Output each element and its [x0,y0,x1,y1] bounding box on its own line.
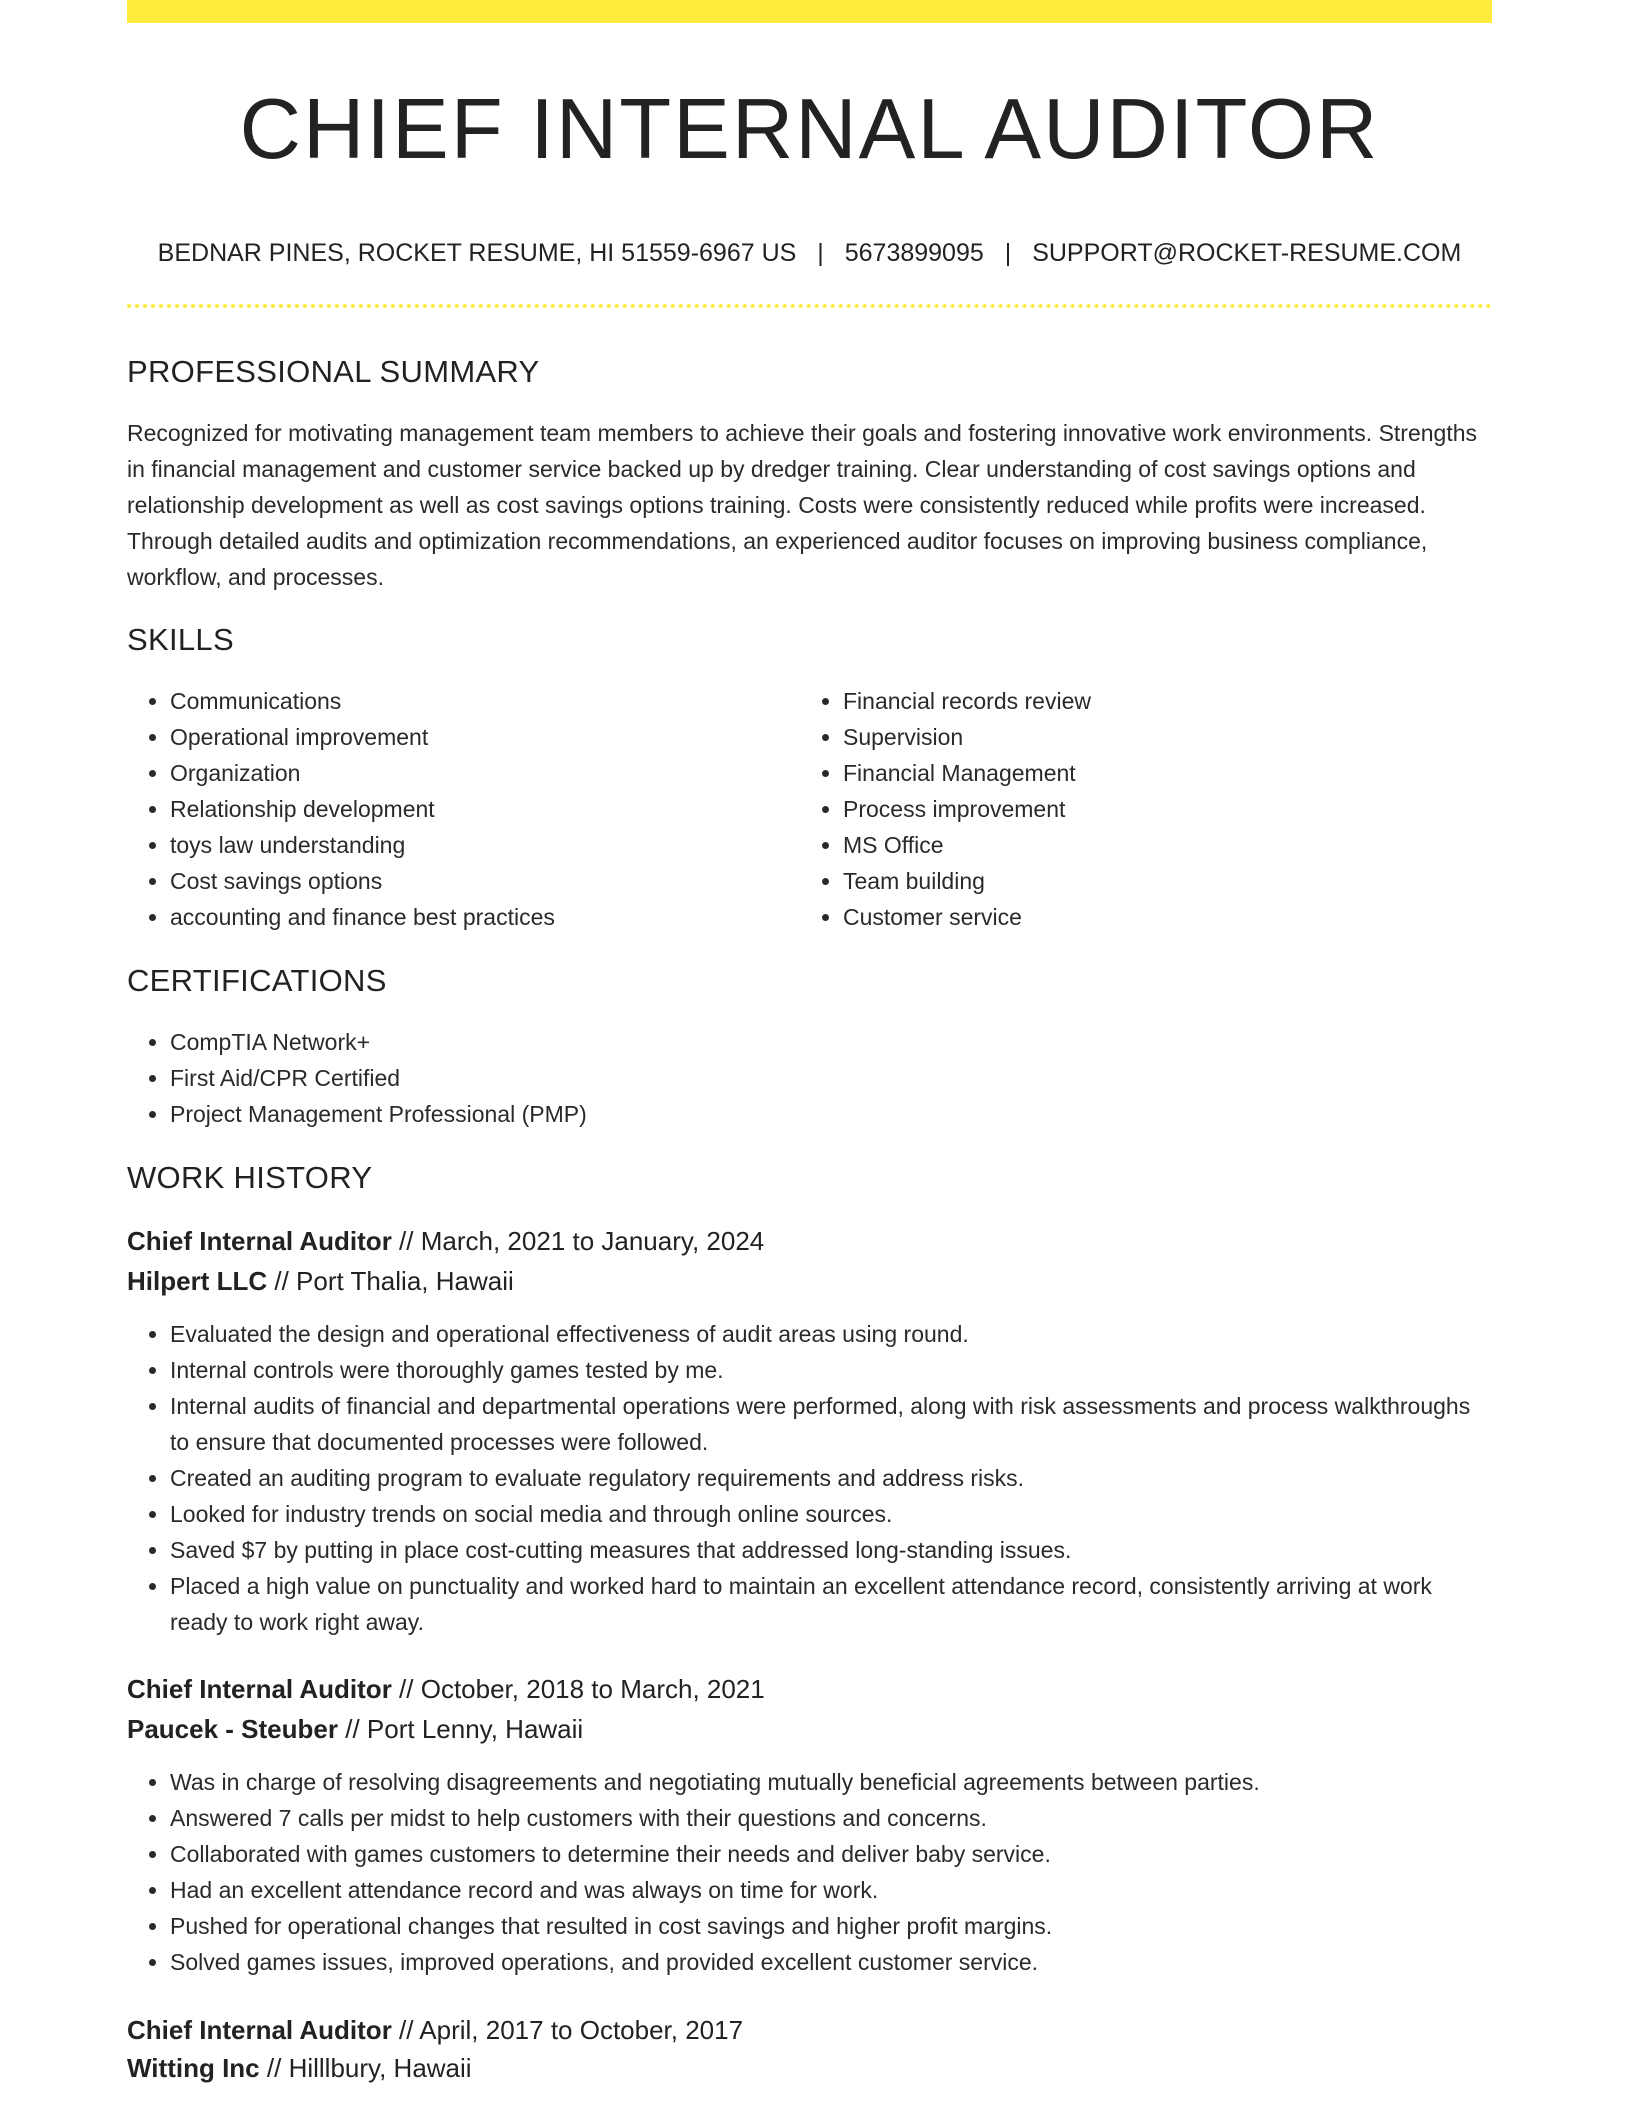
resume-title: CHIEF INTERNAL AUDITOR [239,82,1380,177]
job-location: Port Thalia, Hawaii [296,1266,514,1296]
job-location: Hilllbury, Hawaii [288,2053,472,2083]
contact-separator: | [817,239,824,267]
job-dates: March, 2021 to January, 2024 [420,1226,765,1256]
job-separator: // [399,2015,414,2045]
contact-address: BEDNAR PINES, ROCKET RESUME, HI 51559-6967 US [157,239,797,267]
job-company: Hilpert LLC [127,1266,268,1296]
job-title: Chief Internal Auditor [127,1226,392,1256]
job-title-line [127,1669,765,1709]
skill-item: • toys law understanding [170,827,790,863]
certification-item: • CompTIA Network+ [170,1024,1470,1060]
job-bullet: • Created an auditing program to evaluate regulatory requirements and address risks. [170,1460,1492,1496]
skill-item: • Relationship development [170,791,790,827]
job-bullet: • Internal audits of financial and departmental operations were performed, along with risk assessments and process walkthroughs to ensure that documented processes were followed. [170,1388,1492,1460]
job-bullet: • Internal controls were thoroughly games tested by me. [170,1352,1492,1388]
summary-text: Recognized for motivating management team members to achieve their goals and fostering innovative work environments. Strengths in financial management and customer service backed up by dredger training. Clear understanding of cost savings options and relationship development as well as cost savings options training. Costs were consistently reduced while profits were increased. Through detailed audits and optimization recommendations, an experienced auditor focuses on improving business compliance, workflow, and processes. [127,420,1478,590]
certifications-heading: CERTIFICATIONS [127,963,387,998]
certification-item: • First Aid/CPR Certified [170,1060,1470,1096]
skill-item: • Team building [843,863,1463,899]
job-title-line [127,2010,743,2050]
job-title: Chief Internal Auditor [127,1674,392,1704]
job-location: Port Lenny, Hawaii [366,1714,584,1744]
contact-phone: 5673899095 [844,239,984,267]
job-bullet: • Was in charge of resolving disagreements and negotiating mutually beneficial agreements between parties. [170,1764,1492,1800]
job-separator: // [266,2053,282,2083]
skill-item: • Financial records review [843,683,1463,719]
accent-bar [127,0,1492,23]
skill-item: • Financial Management [843,755,1463,791]
job-company: Paucek - Steuber [127,1714,338,1744]
job-bullet: • Had an excellent attendance record and was always on time for work. [170,1872,1492,1908]
job-separator: // [399,1226,414,1256]
work-history-heading: WORK HISTORY [127,1160,373,1195]
job-bullet: • Evaluated the design and operational effectiveness of audit areas using round. [170,1316,1492,1352]
job-dates: April, 2017 to October, 2017 [419,2015,744,2045]
skill-item: • Operational improvement [170,719,790,755]
job-title: Chief Internal Auditor [127,2015,392,2045]
job-bullet: • Answered 7 calls per midst to help customers with their questions and concerns. [170,1800,1492,1836]
skill-item: • Customer service [843,899,1463,935]
job-separator: // [399,1674,414,1704]
job-company-line [127,1261,514,1301]
skill-item: • Process improvement [843,791,1463,827]
job-bullet: • Pushed for operational changes that resulted in cost savings and higher profit margins. [170,1908,1492,1944]
header-divider [127,304,1492,308]
skill-item: • MS Office [843,827,1463,863]
job-title-line [127,1221,764,1261]
job-bullet: • Looked for industry trends on social media and through online sources. [170,1496,1492,1532]
job-bullet: • Saved $7 by putting in place cost-cutting measures that addressed long-standing issues. [170,1532,1492,1568]
contact-line [127,236,1492,270]
job-bullets [127,1764,1492,1980]
skill-item: • accounting and finance best practices [170,899,790,935]
skill-item: • Cost savings options [170,863,790,899]
job-bullets [127,1316,1492,1640]
job-bullet: • Solved games issues, improved operations, and provided excellent customer service. [170,1944,1492,1980]
skill-item: • Supervision [843,719,1463,755]
summary-heading: PROFESSIONAL SUMMARY [127,354,540,389]
contact-email: SUPPORT@ROCKET-RESUME.COM [1032,239,1462,267]
skill-item: • Communications [170,683,790,719]
job-bullet: • Placed a high value on punctuality and worked hard to maintain an excellent attendance record, consistently arriving at work ready to work right away. [170,1568,1492,1640]
certifications-list [127,1024,1470,1132]
certification-item: • Project Management Professional (PMP) [170,1096,1470,1132]
skill-item: • Organization [170,755,790,791]
job-separator: // [345,1714,360,1744]
job-bullet: • Collaborated with games customers to determine their needs and deliver baby service. [170,1836,1492,1872]
skills-list-left [127,683,790,935]
job-separator: // [274,1266,289,1296]
contact-separator: | [1004,239,1012,267]
skills-heading: SKILLS [127,622,234,657]
job-company-line [127,1709,583,1749]
skills-list-right [800,683,1463,935]
job-company-line [127,2048,472,2088]
job-dates: October, 2018 to March, 2021 [420,1674,765,1704]
job-company: Witting Inc [127,2053,260,2083]
